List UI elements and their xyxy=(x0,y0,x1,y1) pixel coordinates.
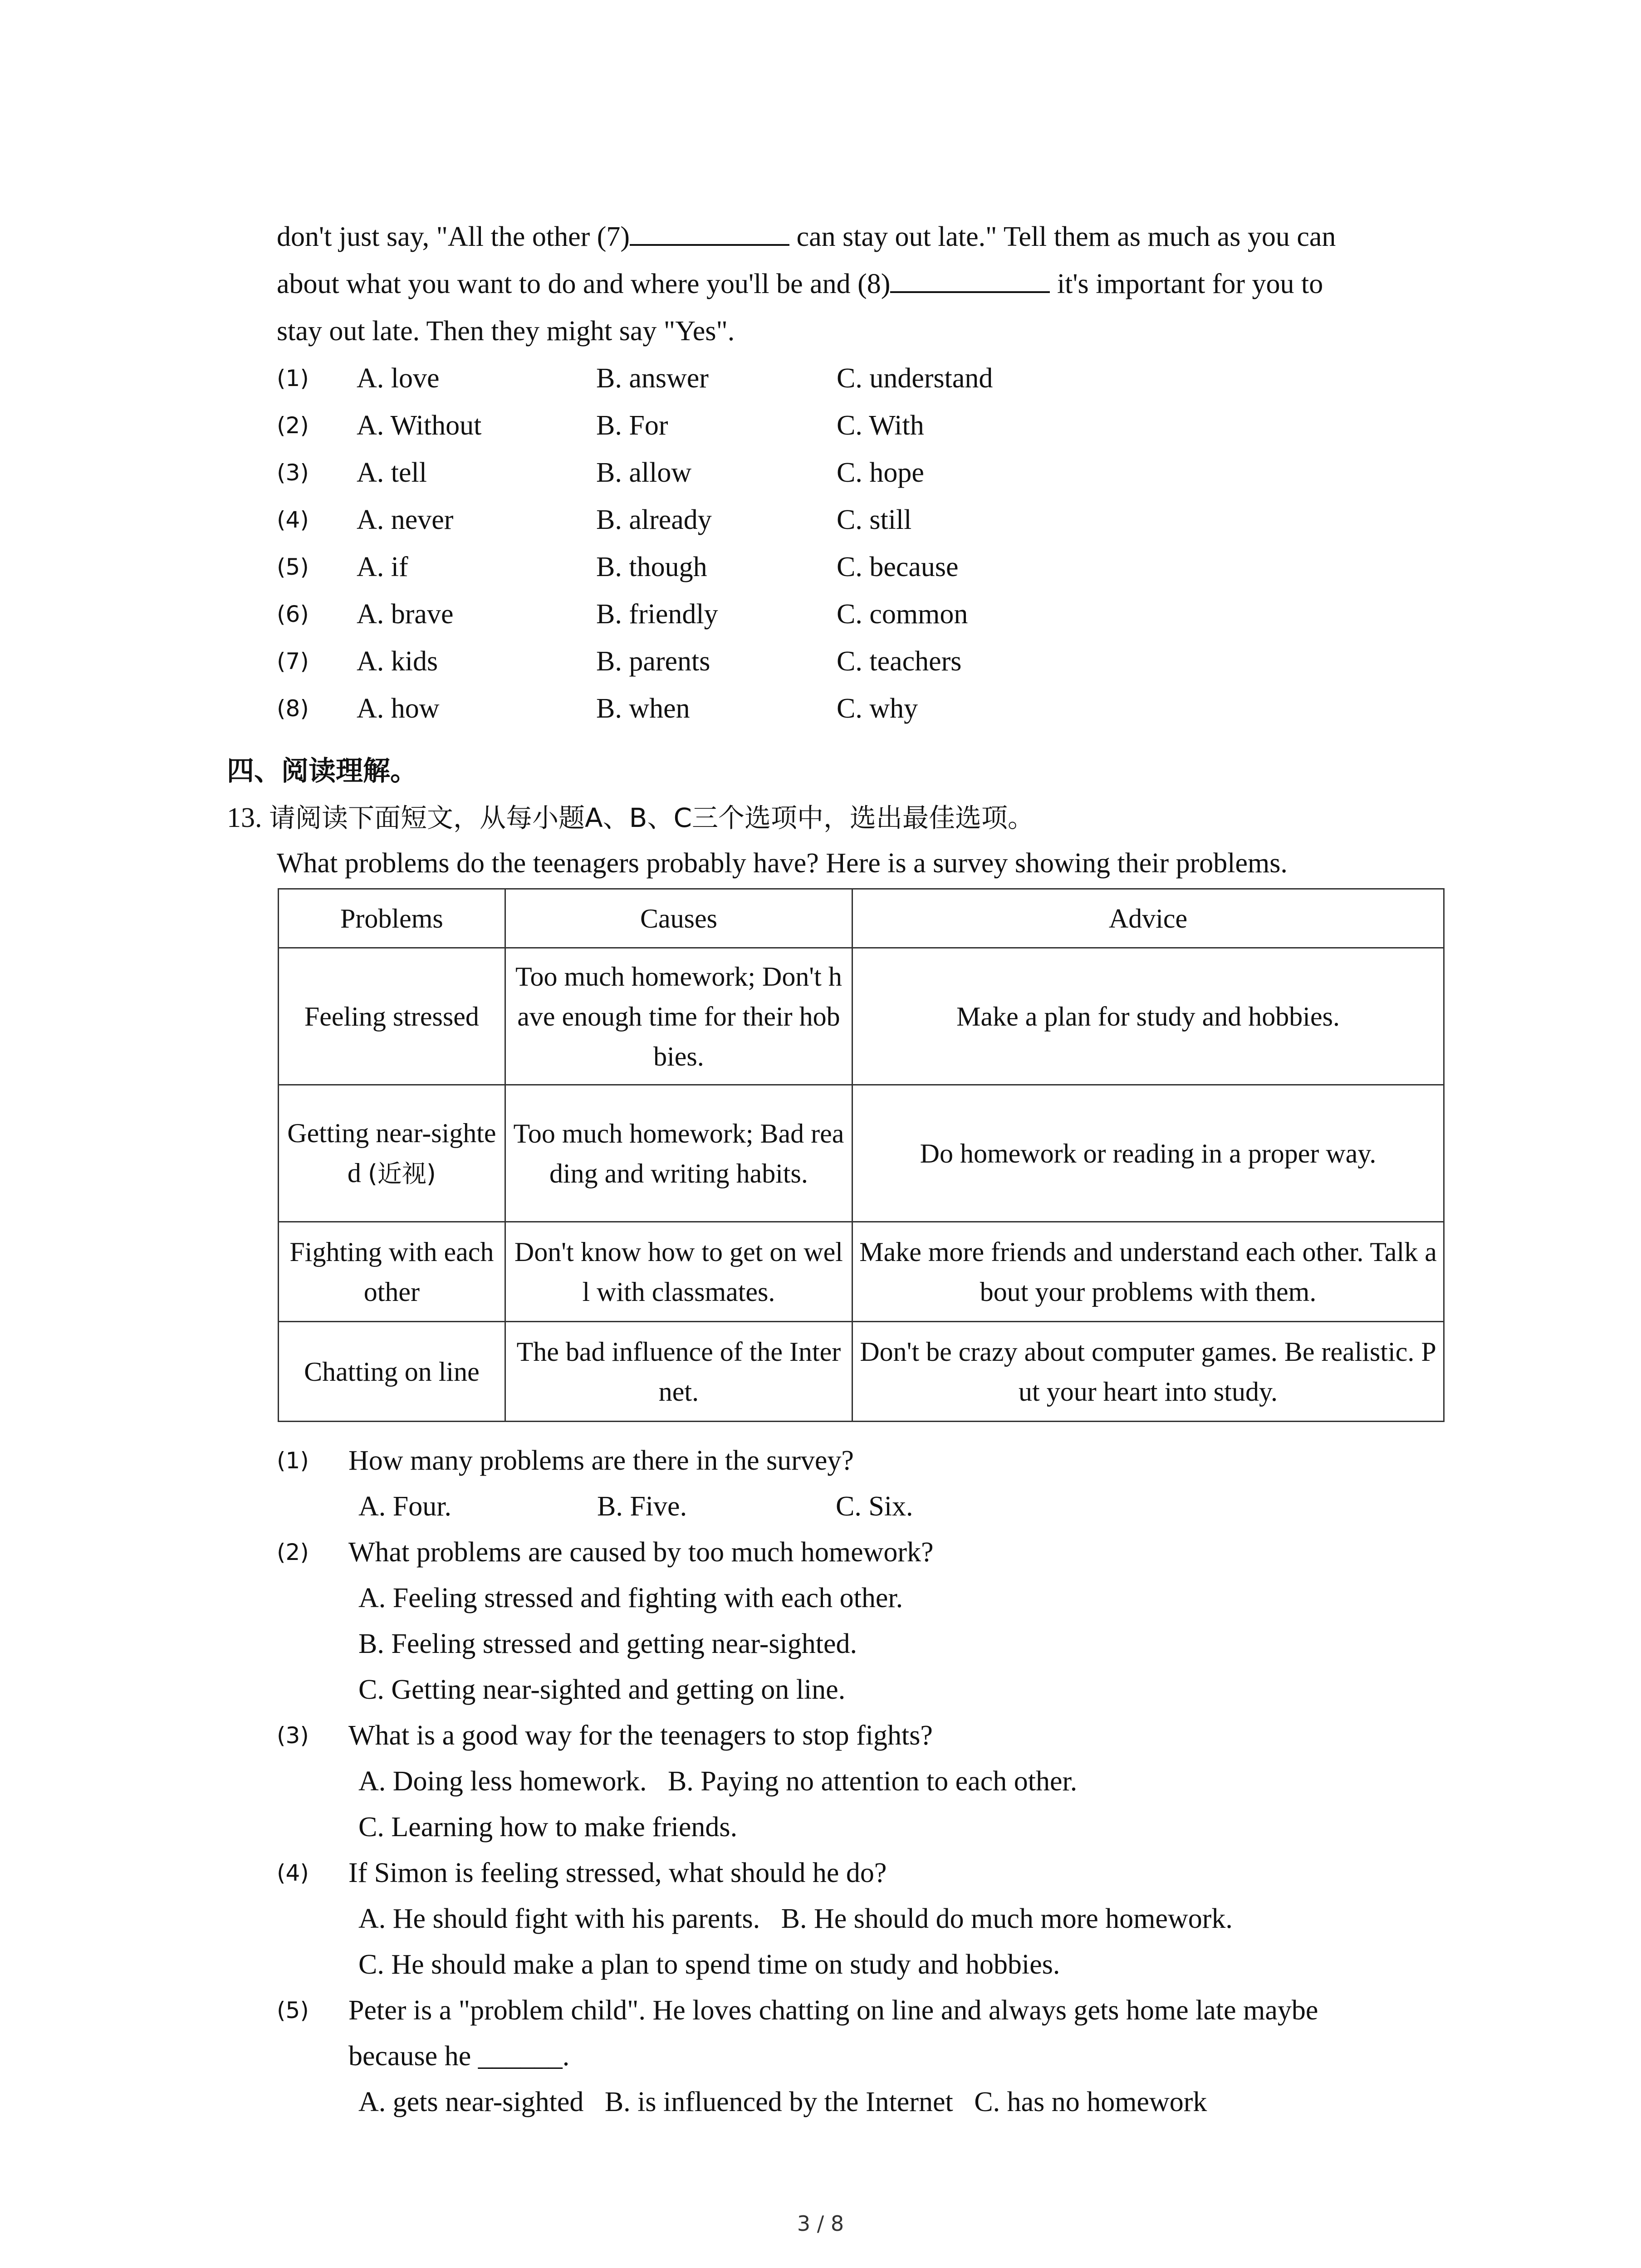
option-a: A. how xyxy=(357,693,440,724)
option-line: C. Learning how to make friends. xyxy=(358,1812,738,1843)
question-number: 13. xyxy=(227,802,269,833)
option-line: C. Getting near-sighted and getting on line. xyxy=(358,1674,846,1705)
column-header: Causes xyxy=(505,889,852,948)
option-line: B. Feeling stressed and getting near-sighted. xyxy=(358,1628,857,1659)
option-b: B. For xyxy=(596,410,668,441)
option-line: A. Doing less homework. B. Paying no attention to each other. xyxy=(358,1766,1078,1797)
option-c: C. Six. xyxy=(836,1491,913,1522)
section-title: 四、阅读理解。 xyxy=(227,755,417,787)
page-number: 3 / 8 xyxy=(797,2211,844,2236)
reading-questions xyxy=(277,1438,1456,2125)
question-text: Peter is a "problem child". He loves chatting on line and always gets home late maybe xyxy=(348,1995,1318,2026)
cloze-passage xyxy=(277,213,1452,732)
cloze-options xyxy=(277,355,1452,732)
option-row xyxy=(277,543,1452,591)
blank-8 xyxy=(890,264,1050,293)
question-text: What problems are caused by too much homework? xyxy=(348,1537,934,1568)
question-3 xyxy=(277,1713,1456,1759)
question-number: (3) xyxy=(277,1722,309,1749)
option-line: A. gets near-sighted B. is influenced by the Internet C. has no homework xyxy=(358,2087,1207,2117)
question-text: If Simon is feeling stressed, what should he do? xyxy=(348,1857,887,1888)
question-number: (2) xyxy=(277,1539,309,1565)
question-4 xyxy=(277,1850,1456,1896)
option-b: B. answer xyxy=(596,363,709,394)
question-1-options xyxy=(277,1484,1456,1530)
question-text-continued: because he ______. xyxy=(348,2041,570,2072)
option-b: B. already xyxy=(596,504,712,535)
option-c: C. understand xyxy=(837,363,993,394)
table-row xyxy=(279,1085,1444,1222)
cell-advice: Don't be crazy about computer games. Be realistic. Put your heart into study. xyxy=(852,1322,1444,1422)
passage-text: it's important for you to xyxy=(1050,269,1323,299)
option-a: A. Four. xyxy=(358,1491,451,1522)
question-number: (8) xyxy=(277,695,309,722)
option-row xyxy=(277,402,1452,449)
cell-cause: Too much homework; Bad reading and writing habits. xyxy=(505,1085,852,1222)
question-1 xyxy=(277,1438,1456,1484)
option-c: C. because xyxy=(837,552,959,582)
cell-problem xyxy=(279,1085,505,1222)
option-b: B. though xyxy=(596,552,707,582)
question-number: (1) xyxy=(277,1447,309,1474)
option-c: C. hope xyxy=(837,457,924,488)
option-row xyxy=(277,591,1452,638)
passage-line-1 xyxy=(277,213,1452,260)
table-header-row xyxy=(279,889,1444,948)
option-row xyxy=(277,685,1452,732)
option-a: A. tell xyxy=(357,457,427,488)
cell-cause: Too much homework; Don't have enough time for their hobbies. xyxy=(505,948,852,1085)
question-number: (4) xyxy=(277,507,309,533)
question-number: (4) xyxy=(277,1860,309,1886)
option-row xyxy=(277,496,1452,543)
column-header: Problems xyxy=(279,889,505,948)
passage-text: don't just say, "All the other (7) xyxy=(277,221,630,252)
instruction-text: 请阅读下面短文，从每小题A、B、C三个选项中，选出最佳选项。 xyxy=(269,802,1034,833)
option-a: A. love xyxy=(357,363,440,394)
question-number: (7) xyxy=(277,648,309,675)
question-number: (6) xyxy=(277,601,309,627)
question-text: How many problems are there in the survey? xyxy=(348,1445,854,1476)
question-number: (3) xyxy=(277,459,309,486)
table-row xyxy=(279,1222,1444,1322)
option-a: A. kids xyxy=(357,646,438,677)
option-line: A. He should fight with his parents. B. He should do much more homework. xyxy=(358,1903,1233,1934)
option-b: B. friendly xyxy=(596,599,718,630)
option-line: A. Feeling stressed and fighting with each other. xyxy=(358,1583,903,1613)
option-c: C. With xyxy=(837,410,924,441)
option-c: C. still xyxy=(837,504,912,535)
option-line: C. He should make a plan to spend time on study and hobbies. xyxy=(358,1949,1060,1980)
option-a: A. never xyxy=(357,504,454,535)
option-b: B. Five. xyxy=(597,1491,687,1522)
option-b: B. allow xyxy=(596,457,692,488)
option-row xyxy=(277,355,1452,402)
option-a: A. if xyxy=(357,552,408,582)
option-b: B. when xyxy=(596,693,690,724)
problem-text: Getting near-sighted xyxy=(287,1118,496,1188)
table-row xyxy=(279,948,1444,1085)
option-b: B. parents xyxy=(596,646,710,677)
option-c: C. why xyxy=(837,693,918,724)
cell-problem: Fighting with each other xyxy=(279,1222,505,1322)
survey-table xyxy=(278,888,1445,1422)
blank-7 xyxy=(630,217,789,246)
problem-translation: (近视) xyxy=(367,1159,436,1188)
question-number: (5) xyxy=(277,554,309,580)
question-5 xyxy=(277,1988,1456,2033)
cell-cause: The bad influence of the Internet. xyxy=(505,1322,852,1422)
passage-text: can stay out late." Tell them as much as you can xyxy=(789,221,1336,252)
passage-line-3: stay out late. Then they might say "Yes". xyxy=(277,316,735,347)
passage-line-2 xyxy=(277,260,1452,308)
table-row xyxy=(279,1322,1444,1422)
question-text: What is a good way for the teenagers to stop fights? xyxy=(348,1720,933,1751)
option-row xyxy=(277,449,1452,496)
cell-problem: Chatting on line xyxy=(279,1322,505,1422)
question-number: (1) xyxy=(277,365,309,391)
question-number: (2) xyxy=(277,412,309,439)
passage-text: about what you want to do and where you'll be and (8) xyxy=(277,269,891,299)
cell-problem: Feeling stressed xyxy=(279,948,505,1085)
option-a: A. brave xyxy=(357,599,454,630)
question-13-header xyxy=(227,795,1034,841)
option-c: C. common xyxy=(837,599,968,630)
cell-cause: Don't know how to get on well with classmates. xyxy=(505,1222,852,1322)
cell-advice: Make more friends and understand each other. Talk about your problems with them. xyxy=(852,1222,1444,1322)
column-header: Advice xyxy=(852,889,1444,948)
option-row xyxy=(277,638,1452,685)
option-a: A. Without xyxy=(357,410,482,441)
cell-advice: Make a plan for study and hobbies. xyxy=(852,948,1444,1085)
option-c: C. teachers xyxy=(837,646,962,677)
question-number: (5) xyxy=(277,1997,309,2024)
question-2 xyxy=(277,1530,1456,1575)
reading-intro: What problems do the teenagers probably have? Here is a survey showing their problems. xyxy=(277,848,1288,879)
cell-advice: Do homework or reading in a proper way. xyxy=(852,1085,1444,1222)
